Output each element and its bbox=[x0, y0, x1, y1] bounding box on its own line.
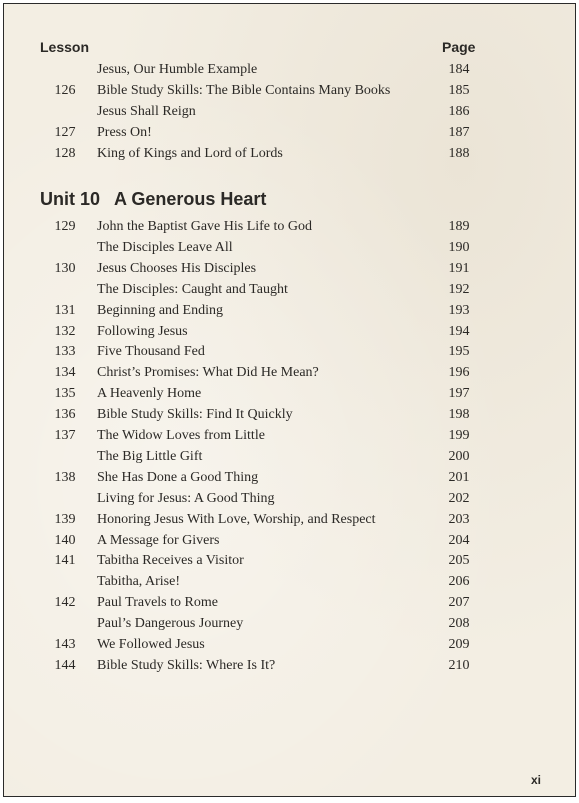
toc-entry bbox=[4, 550, 564, 571]
lesson-number: 131 bbox=[54, 302, 76, 318]
lesson-title: Living for Jesus: A Good Thing bbox=[97, 490, 275, 506]
lesson-title: Christ’s Promises: What Did He Mean? bbox=[97, 365, 319, 381]
lesson-number: 128 bbox=[54, 146, 76, 161]
toc-entry bbox=[4, 300, 564, 321]
lesson-title: Jesus, Our Humble Example bbox=[97, 62, 258, 77]
page-number-ref: 184 bbox=[448, 62, 470, 77]
toc-entry bbox=[4, 509, 564, 530]
lesson-title: She Has Done a Good Thing bbox=[97, 469, 259, 485]
lesson-title: Jesus Chooses His Disciples bbox=[97, 260, 257, 276]
toc-entry bbox=[4, 143, 564, 164]
unit-heading bbox=[40, 189, 266, 210]
lesson-title: Jesus Shall Reign bbox=[97, 104, 196, 119]
page-number-ref: 199 bbox=[448, 428, 470, 443]
page-number-ref: 194 bbox=[448, 323, 470, 339]
toc-entry bbox=[4, 571, 564, 592]
unit-label: Unit 10 bbox=[40, 189, 101, 209]
page-number: xi bbox=[531, 773, 542, 787]
lesson-number: 135 bbox=[54, 386, 76, 402]
lesson-number: 137 bbox=[54, 428, 76, 443]
lesson-title: Bible Study Skills: Find It Quickly bbox=[97, 407, 293, 423]
toc-entry bbox=[4, 425, 564, 446]
lesson-column-header: Lesson bbox=[40, 39, 90, 55]
lesson-number: 129 bbox=[54, 219, 76, 234]
lesson-number: 138 bbox=[54, 469, 76, 485]
toc-entry bbox=[4, 592, 564, 613]
page-number-ref: 190 bbox=[448, 239, 470, 255]
lesson-title: John the Baptist Gave His Life to God bbox=[97, 219, 313, 234]
lesson-number: 126 bbox=[54, 83, 76, 98]
lesson-title: Following Jesus bbox=[97, 323, 188, 339]
lesson-title: The Disciples Leave All bbox=[97, 239, 233, 255]
toc-entry bbox=[4, 59, 564, 80]
page-number-ref: 195 bbox=[448, 344, 470, 360]
lesson-number: 143 bbox=[54, 637, 76, 652]
toc-entry bbox=[4, 467, 564, 488]
lesson-title: Bible Study Skills: The Bible Contains Many Books bbox=[97, 83, 391, 98]
toc-entry bbox=[4, 321, 564, 342]
page-number-ref: 196 bbox=[448, 365, 470, 381]
page-number-ref: 189 bbox=[448, 219, 470, 234]
toc-entry bbox=[4, 488, 564, 509]
page-number-ref: 188 bbox=[448, 146, 470, 161]
lesson-number: 134 bbox=[54, 365, 76, 381]
toc-entry bbox=[4, 122, 564, 143]
toc-entry bbox=[4, 237, 564, 258]
lesson-title: Beginning and Ending bbox=[97, 302, 223, 318]
page-number-ref: 206 bbox=[448, 574, 470, 590]
toc-entry bbox=[4, 362, 564, 383]
lesson-number: 130 bbox=[54, 260, 76, 276]
lesson-title: Paul’s Dangerous Journey bbox=[97, 616, 244, 632]
toc-entry bbox=[4, 634, 564, 655]
toc-entry bbox=[4, 80, 564, 101]
page-number-ref: 209 bbox=[448, 637, 470, 652]
lesson-number: 132 bbox=[54, 323, 76, 339]
lesson-number: 133 bbox=[54, 344, 76, 360]
toc-entry bbox=[4, 216, 564, 237]
lesson-title: The Big Little Gift bbox=[97, 448, 203, 464]
page-column-header: Page bbox=[442, 39, 476, 55]
page-number-ref: 203 bbox=[448, 511, 470, 527]
page-number-ref: 197 bbox=[448, 386, 470, 402]
page-number-ref: 200 bbox=[448, 448, 470, 464]
toc-entry bbox=[4, 446, 564, 467]
toc-entry bbox=[4, 101, 564, 122]
lesson-title: The Disciples: Caught and Taught bbox=[97, 281, 288, 297]
page-number-ref: 185 bbox=[448, 83, 470, 98]
page-number-ref: 202 bbox=[448, 490, 470, 506]
page-number-ref: 186 bbox=[448, 104, 470, 119]
toc-entry bbox=[4, 655, 564, 676]
page-number-ref: 210 bbox=[448, 657, 470, 673]
page-number-ref: 192 bbox=[448, 281, 470, 297]
lesson-title: The Widow Loves from Little bbox=[97, 428, 265, 443]
page-number-ref: 198 bbox=[448, 407, 470, 423]
lesson-number: 127 bbox=[54, 125, 76, 140]
lesson-title: Paul Travels to Rome bbox=[97, 595, 218, 611]
lesson-title: Honoring Jesus With Love, Worship, and Respect bbox=[97, 511, 376, 527]
page-number-ref: 201 bbox=[448, 469, 470, 485]
unit-title: A Generous Heart bbox=[114, 189, 267, 209]
lesson-number: 142 bbox=[54, 595, 76, 611]
page-number-ref: 208 bbox=[448, 616, 470, 632]
lesson-number: 141 bbox=[54, 553, 76, 569]
lesson-title: Tabitha Receives a Visitor bbox=[97, 553, 244, 569]
toc-entry bbox=[4, 530, 564, 551]
lesson-number: 139 bbox=[54, 511, 76, 527]
page-number-ref: 193 bbox=[448, 302, 470, 318]
page-number-ref: 205 bbox=[448, 553, 470, 569]
lesson-title: King of Kings and Lord of Lords bbox=[97, 146, 283, 161]
toc-entry bbox=[4, 341, 564, 362]
page-number-ref: 187 bbox=[448, 125, 470, 140]
toc-entry bbox=[4, 404, 564, 425]
lesson-title: A Heavenly Home bbox=[97, 386, 202, 402]
lesson-number: 136 bbox=[54, 407, 76, 423]
toc-entry bbox=[4, 383, 564, 404]
book-page bbox=[3, 3, 576, 797]
lesson-title: Press On! bbox=[97, 125, 152, 140]
lesson-number: 144 bbox=[54, 657, 76, 673]
lesson-number: 140 bbox=[54, 532, 76, 548]
toc-entry bbox=[4, 279, 564, 300]
page-number-ref: 207 bbox=[448, 595, 470, 611]
lesson-title: A Message for Givers bbox=[97, 532, 220, 548]
page-number-ref: 204 bbox=[448, 532, 470, 548]
toc-entry bbox=[4, 258, 564, 279]
lesson-title: We Followed Jesus bbox=[97, 637, 205, 652]
toc-entry bbox=[4, 613, 564, 634]
page-number-ref: 191 bbox=[448, 260, 470, 276]
lesson-title: Bible Study Skills: Where Is It? bbox=[97, 657, 276, 673]
lesson-title: Five Thousand Fed bbox=[97, 344, 205, 360]
lesson-title: Tabitha, Arise! bbox=[97, 574, 180, 590]
